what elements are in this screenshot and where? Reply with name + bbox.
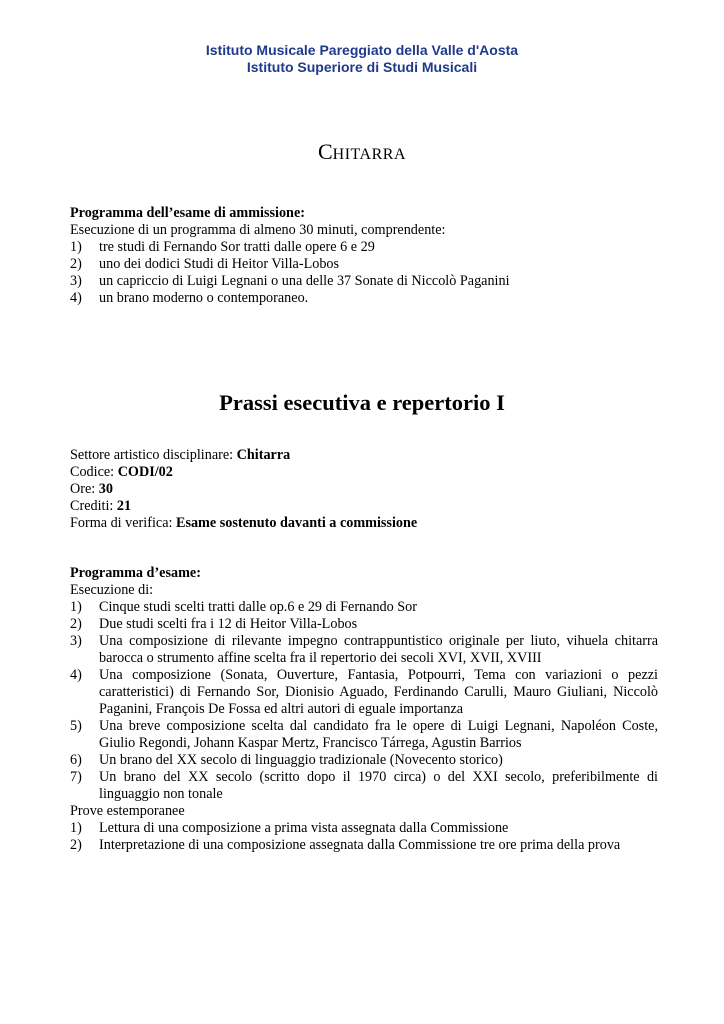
list-item: [70, 290, 658, 307]
item-number: 2): [70, 837, 82, 853]
item-text: Un brano del XX secolo di linguaggio tradizionale (Novecento storico): [99, 752, 503, 768]
list-item: [70, 256, 658, 273]
item-text: tre studi di Fernando Sor tratti dalle opere 6 e 29: [99, 239, 375, 255]
list-item: [70, 616, 658, 633]
institute-header: [0, 42, 724, 76]
exam-section: [70, 565, 658, 854]
admission-intro: Esecuzione di un programma di almeno 30 minuti, comprendente:: [70, 222, 446, 238]
item-number: 1): [70, 599, 82, 615]
item-text: Una composizione di rilevante impegno contrappuntistico originale per liuto, vihuela chitarra barocca o strumento affine scelta fra il repertorio dei secoli XVI, XVII, XVIII: [99, 633, 658, 666]
settore-value: Chitarra: [236, 447, 291, 463]
ore-row: [70, 481, 658, 498]
item-number: 4): [70, 667, 82, 683]
item-number: 3): [70, 633, 82, 649]
institute-name: Istituto Musicale Pareggiato della Valle d'Aosta: [205, 42, 519, 58]
item-number: 1): [70, 820, 82, 836]
institute-subtitle: Istituto Superiore di Studi Musicali: [246, 59, 478, 75]
ore-value: 30: [98, 481, 113, 497]
codice-row: [70, 464, 658, 481]
list-item: [70, 837, 658, 854]
item-number: 2): [70, 616, 82, 632]
item-number: 6): [70, 752, 82, 768]
exam-heading: Programma d’esame:: [70, 565, 201, 581]
item-text: Cinque studi scelti tratti dalle op.6 e 29 di Fernando Sor: [99, 599, 417, 615]
ore-label: Ore:: [70, 481, 99, 497]
crediti-value: 21: [116, 498, 132, 514]
admission-section: [70, 205, 658, 307]
course-info: [70, 447, 658, 532]
item-text: Interpretazione di una composizione assegnata dalla Commissione tre ore prima della prova: [99, 837, 621, 853]
item-text: un brano moderno o contemporaneo.: [99, 290, 309, 306]
list-item: [70, 667, 658, 718]
verifica-value: Esame sostenuto davanti a commissione: [175, 515, 418, 531]
item-text: Una breve composizione scelta dal candidato fra le opere di Luigi Legnani, Napoléon Coste, Giulio Regondi, Johann Kaspar Mertz, Francisco Tárrega, Agustin Barrios: [99, 718, 658, 751]
page-title: [0, 139, 724, 168]
item-number: 3): [70, 273, 82, 289]
page-title-initial: C: [317, 139, 333, 164]
settore-row: [70, 447, 658, 464]
codice-value: CODI/02: [117, 464, 173, 480]
item-text: un capriccio di Luigi Legnani o una delle 37 Sonate di Niccolò Paganini: [99, 273, 510, 289]
codice-label: Codice:: [70, 464, 118, 480]
list-item: [70, 273, 658, 290]
item-text: uno dei dodici Studi di Heitor Villa-Lobos: [99, 256, 340, 272]
exam-list: [70, 599, 658, 803]
crediti-label: Crediti:: [70, 498, 117, 514]
item-text: Due studi scelti fra i 12 di Heitor Villa-Lobos: [99, 616, 358, 632]
verifica-label: Forma di verifica:: [70, 515, 176, 531]
list-item: [70, 633, 658, 667]
prove-heading: Prove estemporanee: [70, 803, 185, 819]
item-number: 4): [70, 290, 82, 306]
item-number: 5): [70, 718, 82, 734]
list-item: [70, 718, 658, 752]
exam-intro: Esecuzione di:: [70, 582, 154, 598]
settore-label: Settore artistico disciplinare:: [70, 447, 237, 463]
verifica-row: [70, 515, 658, 532]
course-title: Prassi esecutiva e repertorio I: [219, 390, 505, 415]
item-number: 2): [70, 256, 82, 272]
item-number: 7): [70, 769, 82, 785]
item-number: 1): [70, 239, 82, 255]
admission-heading: Programma dell’esame di ammissione:: [70, 205, 305, 221]
list-item: [70, 769, 658, 803]
admission-list: [70, 239, 658, 307]
item-text: Una composizione (Sonata, Ouverture, Fantasia, Potpourri, Tema con variazioni o pezzi caratteristici) di Fernando Sor, Dionisio Aguado, Ferdinando Carulli, Mauro Giuliani, Niccolò Paganini, François De Fossa ed altri autori di eguale importanza: [99, 667, 658, 717]
list-item: [70, 599, 658, 616]
prove-list: [70, 820, 658, 854]
item-text: Un brano del XX secolo (scritto dopo il 1970 circa) o del XXI secolo, preferibilmente di linguaggio non tonale: [99, 769, 658, 802]
crediti-row: [70, 498, 658, 515]
page-title-rest: HITARRA: [332, 146, 406, 163]
list-item: [70, 820, 658, 837]
list-item: [70, 239, 658, 256]
item-text: Lettura di una composizione a prima vista assegnata dalla Commissione: [99, 820, 509, 836]
list-item: [70, 752, 658, 769]
